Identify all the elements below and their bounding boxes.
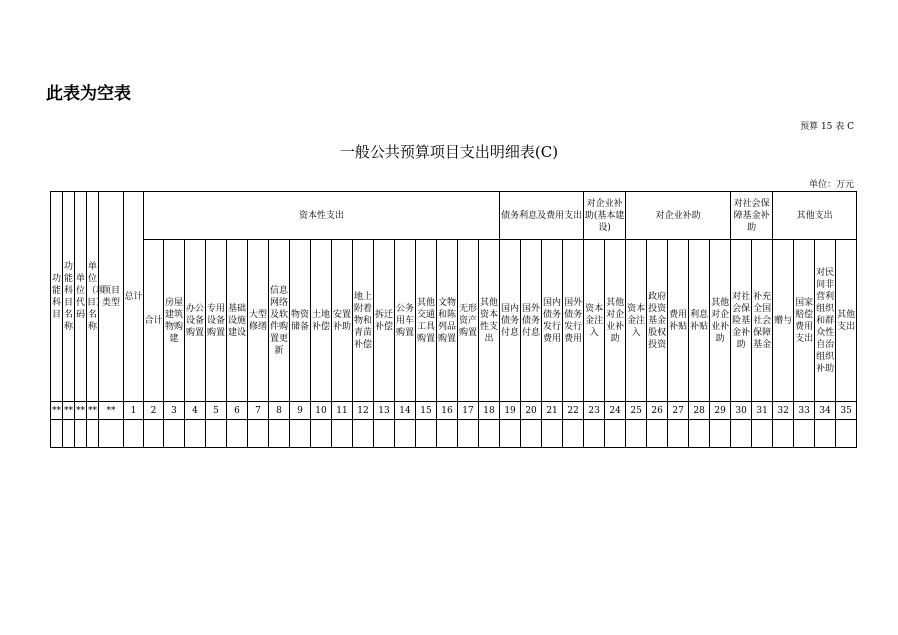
col-header: 拆迁补偿: [374, 240, 395, 402]
number-cell: 14: [395, 402, 416, 420]
number-cell: 8: [269, 402, 290, 420]
col-header: 信息网络及软件购置更新: [269, 240, 290, 402]
mark-cell: **: [99, 402, 124, 420]
column-number-row: [51, 402, 878, 420]
number-cell: 33: [794, 402, 815, 420]
col-header: 公务用车购置: [395, 240, 416, 402]
header-project-type: 项目类型: [99, 192, 124, 402]
header-func-code: 功能科目: [51, 192, 63, 402]
col-header: 物资储备: [290, 240, 311, 402]
col-header: 利息补贴: [689, 240, 710, 402]
col-header: 国内债务付息: [500, 240, 521, 402]
col-header: 对民间非营利组织和群众性自治组织补助: [815, 240, 836, 402]
expenditure-table: [50, 191, 878, 448]
header-enterprise-subsidy: 对企业补助: [626, 192, 731, 240]
col-header: 赠与: [773, 240, 794, 402]
number-cell: 17: [458, 402, 479, 420]
number-cell: 29: [710, 402, 731, 420]
col-header: 费用补贴: [668, 240, 689, 402]
col-header: 地上附着物和青苗补偿: [353, 240, 374, 402]
header-social-security: 对社会保障基金补助: [731, 192, 773, 240]
number-cell: 25: [626, 402, 647, 420]
number-cell: 1: [124, 402, 144, 420]
number-cell: 35: [836, 402, 857, 420]
number-cell: 23: [584, 402, 605, 420]
number-cell: 11: [332, 402, 353, 420]
number-cell: 19: [500, 402, 521, 420]
header-unit-code: 单位代码: [75, 192, 87, 402]
col-header: 其他资本性支出: [479, 240, 500, 402]
unit-label: 单位：万元: [808, 180, 854, 190]
mark-cell: **: [75, 402, 87, 420]
col-header: 其他交通工具购置: [416, 240, 437, 402]
col-header: 合计: [144, 240, 164, 402]
col-header: 国家赔偿费用支出: [794, 240, 815, 402]
mark-cell: **: [87, 402, 99, 420]
col-header: 其他对企业补助: [710, 240, 731, 402]
header-unit-name: 单位（项目）名称: [87, 192, 99, 402]
number-cell: 4: [185, 402, 206, 420]
empty-table-note: 此表为空表: [46, 84, 131, 104]
number-cell: 3: [164, 402, 185, 420]
number-cell: 5: [206, 402, 227, 420]
col-header: 办公设备购置: [185, 240, 206, 402]
number-cell: 12: [353, 402, 374, 420]
mark-cell: **: [63, 402, 75, 420]
number-cell: 30: [731, 402, 752, 420]
number-cell: 26: [647, 402, 668, 420]
col-header: 国外债务发行费用: [563, 240, 584, 402]
col-header: 房屋建筑物购建: [164, 240, 185, 402]
col-header: 文物和陈列品购置: [437, 240, 458, 402]
col-header: 资本金注入: [626, 240, 647, 402]
col-header: 国内债务发行费用: [542, 240, 563, 402]
number-cell: 18: [479, 402, 500, 420]
number-cell: 22: [563, 402, 584, 420]
col-header: 土地补偿: [311, 240, 332, 402]
header-enterprise-capital: 对企业补助(基本建设): [584, 192, 626, 240]
number-cell: 28: [689, 402, 710, 420]
number-cell: 16: [437, 402, 458, 420]
number-cell: 31: [752, 402, 773, 420]
number-cell: 10: [311, 402, 332, 420]
col-header: 基础设施建设: [227, 240, 248, 402]
col-header: 其他支出: [836, 240, 857, 402]
number-cell: 6: [227, 402, 248, 420]
number-cell: 32: [773, 402, 794, 420]
col-header: 补充全国社会保障基金: [752, 240, 773, 402]
header-debt: 债务利息及费用支出: [500, 192, 584, 240]
table-title: 一般公共预算项目支出明细表(C): [339, 143, 559, 161]
mark-cell: **: [51, 402, 63, 420]
number-cell: 7: [248, 402, 269, 420]
number-cell: 21: [542, 402, 563, 420]
number-cell: 27: [668, 402, 689, 420]
header-other: 其他支出: [773, 192, 857, 240]
col-header: 对社会保险基金补助: [731, 240, 752, 402]
col-header: 国外债务付息: [521, 240, 542, 402]
header-func-name: 功能科目名称: [63, 192, 75, 402]
header-total: 总计: [124, 192, 144, 402]
col-header: 资本金注入: [584, 240, 605, 402]
header-capital: 资本性支出: [144, 192, 500, 240]
col-header: 其他对企业补助: [605, 240, 626, 402]
number-cell: 13: [374, 402, 395, 420]
col-header: 专用设备购置: [206, 240, 227, 402]
form-code: 预算 15 表 C: [800, 122, 854, 132]
number-cell: 15: [416, 402, 437, 420]
number-cell: 9: [290, 402, 311, 420]
col-header: 无形资产购置: [458, 240, 479, 402]
empty-data-row: [51, 420, 878, 448]
number-cell: 20: [521, 402, 542, 420]
number-cell: 2: [144, 402, 164, 420]
number-cell: 34: [815, 402, 836, 420]
col-header: 安置补助: [332, 240, 353, 402]
number-cell: 24: [605, 402, 626, 420]
col-header: 大型修缮: [248, 240, 269, 402]
col-header: 政府投资基金股权投资: [647, 240, 668, 402]
